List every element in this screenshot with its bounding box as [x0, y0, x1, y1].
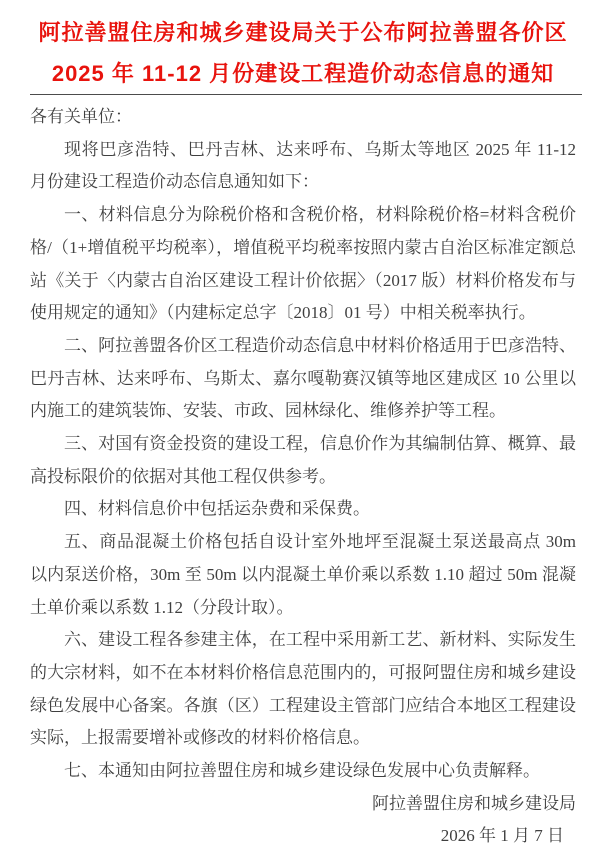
- paragraph-item-3: 三、对国有资金投资的建设工程，信息价作为其编制估算、概算、最高投标限价的依据对其他工程仅供参考。: [30, 434, 576, 486]
- salutation: 各有关单位：: [30, 107, 132, 126]
- notice-title-line1: 阿拉善盟住房和城乡建设局关于公布阿拉善盟各价区: [38, 20, 568, 45]
- signature-organization: 阿拉善盟住房和城乡建设局: [372, 793, 576, 813]
- notice-title-line2: 2025 年 11-12 月份建设工程造价动态信息的通知: [51, 61, 555, 86]
- signature-date: 2026 年 1 月 7 日: [440, 826, 564, 846]
- paragraph-item-6: 六、建设工程各参建主体，在工程中采用新工艺、新材料、实际发生的大宗材料，如不在本材料价格信息范围内的，可报阿盟住房和城乡建设绿色发展中心备案。各旗（区）工程建设主管部门应结合本地区工程建设实际，上报需要增补或修改的材料价格信息。: [30, 630, 576, 748]
- paragraph-intro: 现将巴彦浩特、巴丹吉林、达来呼布、乌斯太等地区 2025 年 11-12 月份建设工程造价动态信息通知如下：: [30, 139, 576, 192]
- paragraph-item-7: 七、本通知由阿拉善盟住房和城乡建设绿色发展中心负责解释。: [64, 761, 540, 781]
- paragraph-item-2: 二、阿拉善盟各价区工程造价动态信息中材料价格适用于巴彦浩特、巴丹吉林、达来呼布、乌斯太、嘉尔嘎勒赛汉镇等地区建成区 10 公里以内施工的建筑装饰、安装、市政、园林绿化、维修养护等工程。: [30, 335, 576, 421]
- notice-title: [30, 12, 576, 94]
- paragraph-item-5: 五、商品混凝土价格包括自设计室外地坪至混凝土泵送最高点 30m 以内泵送价格，30m 至 50m 以内混凝土单价乘以系数 1.10 超过 50m 混凝土单价乘以系数 1.12（分段计取）。: [30, 532, 576, 617]
- paragraph-item-1: 一、材料信息分为除税价格和含税价格，材料除税价格=材料含税价格/（1+增值税平均税率），增值税平均税率按照内蒙古自治区标准定额总站《关于〈内蒙古自治区建设工程计价依据〉（2017 版）材料价格发布与使用规定的通知》（内建标定总字〔2018〕01 号）中相关税率执行。: [30, 205, 576, 323]
- paragraph-item-4: 四、材料信息价中包括运杂费和采保费。: [64, 499, 370, 519]
- title-divider: [30, 94, 582, 95]
- notice-body: [30, 101, 576, 853]
